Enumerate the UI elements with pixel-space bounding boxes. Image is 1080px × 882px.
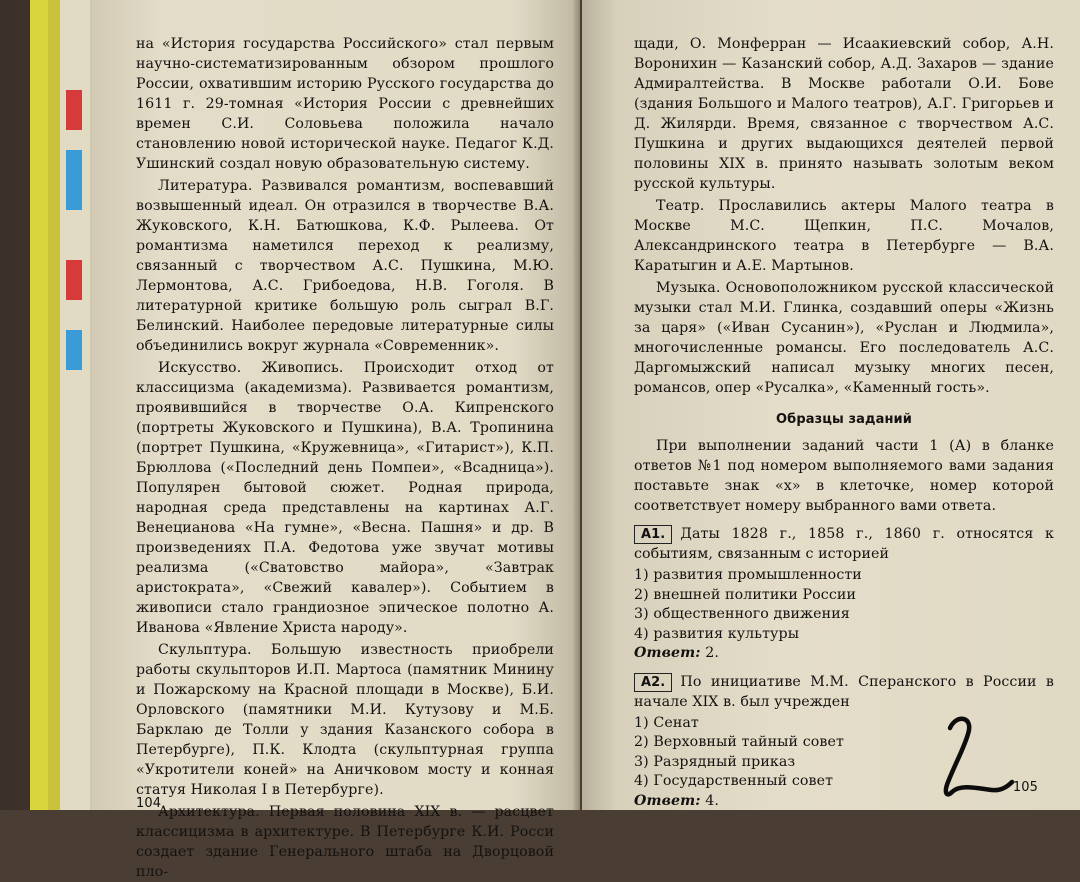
cover-stripe [66,150,82,210]
cover-stripe [66,90,82,130]
task-a1 [634,524,1054,664]
task-instructions: При выполнении заданий части 1 (А) в бланке ответов №1 под номером выполняемого вами задания поставьте знак «х» в клеточке, номер которой соответствует номеру выбранного вами ответа. [634,438,1054,514]
task-label: А2. [634,673,672,692]
cover-stripe [66,330,82,370]
answer-option: 4) Государственный совет [634,773,834,789]
answer-option: 4) развития культуры [634,625,800,642]
task-answer [634,644,1054,664]
answer-label: Ответ: [634,645,701,661]
answer-label: Ответ: [634,792,701,809]
answer-option: 3) общественного движения [634,606,850,622]
paragraph-theatre: Театр. Прославились актеры Малого театра в Москве М.С. Щепкин, П.С. Мочалов, Александринского театра в Петербурге — В.А. Каратыгин и А.Е. Мартынов. [634,198,1054,274]
paragraph-music: Музыка. Основоположником русской классической музыки стал М.И. Глинка, создавший оперы «Жизнь за царя» («Иван Сусанин»), «Руслан и Людмила», многочисленные романсы. Его последователь А.С. Даргомыжский написал музыку многих песен, романсов, опер «Русалка», «Каменный гость». [634,280,1054,396]
task-question: Даты 1828 г., 1858 г., 1860 г. относятся к событиям, связанным с историей [634,526,1054,562]
paragraph-sculpture: Скульптура. Большую известность приобрели работы скульпторов И.П. Мартоса (памятник Минину и Пожарскому на Красной площади в Москве), Б.И. Орловского (памятники М.И. Кутузову и М.Б. Барклаю де Толли у здания Казанского собора в Петербурге), П.К. Клодта (скульптурная группа «Укротители коней» на Аничковом мосту и конная статуя Николая I в Петербурге). [136,642,554,798]
paragraph-architecture: Архитектура. Первая половина XIX в. — расцвет классицизма в архитектуре. В Петербурге К.И. Росси создает здание Генерального штаба на Дворцовой пло- [136,804,554,880]
answer-value: 4. [705,792,719,809]
right-page [582,0,1080,810]
answer-option: 1) Сенат [634,714,699,731]
samples-title: Образцы заданий [776,412,912,427]
paragraph-literature: Литература. Развивался романтизм, воспевавший возвышенный идеал. Он отразился в творчестве В.А. Жуковского, К.Н. Батюшкова, К.Ф. Рылеева. От романтизма наметился переход к реализму, связанный с творчеством А.С. Пушкина, М.Ю. Лермонтова, А.С. Грибоедова, Н.В. Гоголя. В литературной критике большую роль сыграл В.Г. Белинский. Наиболее передовые литературные силы объединились вокруг журнала «Современник». [136,178,554,354]
task-question: По инициативе М.М. Сперанского в России в начале XIX в. был учрежден [634,673,1054,710]
answer-value: 2. [705,645,719,661]
paragraph-architecture-continued: щади, О. Монферран — Исаакиевский собор, А.Н. Воронихин — Казанский собор, А.Д. Захаров — здание Адмиралтейства. В Москве работали О.И. Бове (здания Большого и Малого театров), А.Г. Григорьев и Д. Жилярди. Время, связанное с творчеством А.С. Пушкина и других выдающихся деятелей первой половины XIX в. принято называть золотым веком русской культуры. [634,36,1054,192]
answer-option: 3) Разрядный приказ [634,753,796,770]
page-number: 105 [1012,780,1038,795]
answer-option: 2) Верховный тайный совет [634,734,844,750]
paragraph-painting: Искусство. Живопись. Происходит отход от классицизма (академизма). Развивается романтизм, проявившийся в творчестве О.А. Кипренского (портреты Жуковского и Пушкина), В.А. Тропинина (портрет Пушкина, «Кружевница», «Гитарист»), К.П. Брюллова («Последний день Помпеи», «Всадница»). Популярен бытовой сюжет. Родная природа, народная среда представлены на картинах А.Г. Венецианова «На гумне», «Весна. Пашня» и др. В произведениях П.А. Федотова уже звучат мотивы реализма («Сватовство майора», «Завтрак аристократа», «Свежий кавалер»). Событием в живописи стало грандиозное эпическое полотно А. Иванова «Явление Христа народу». [136,360,554,636]
paragraph-intro: на «История государства Российского» стал первым научно-систематизированным обзором прошлого России, охватившим историю Русского государства до 1611 г. 29-томная «История России с древнейших времен С.И. Соловьева положила начало становлению новой исторической науке. Педагог К.Д. Ушинский создал новую образовательную систему. [136,36,554,172]
left-page [92,0,580,880]
answer-option: 2) внешней политики России [634,586,857,603]
answer-option: 1) развития промышленности [634,567,862,583]
page-number: 104 [136,796,162,811]
task-label: А1. [634,525,672,544]
cover-stripe [66,260,82,300]
handwritten-mark [936,712,1016,802]
